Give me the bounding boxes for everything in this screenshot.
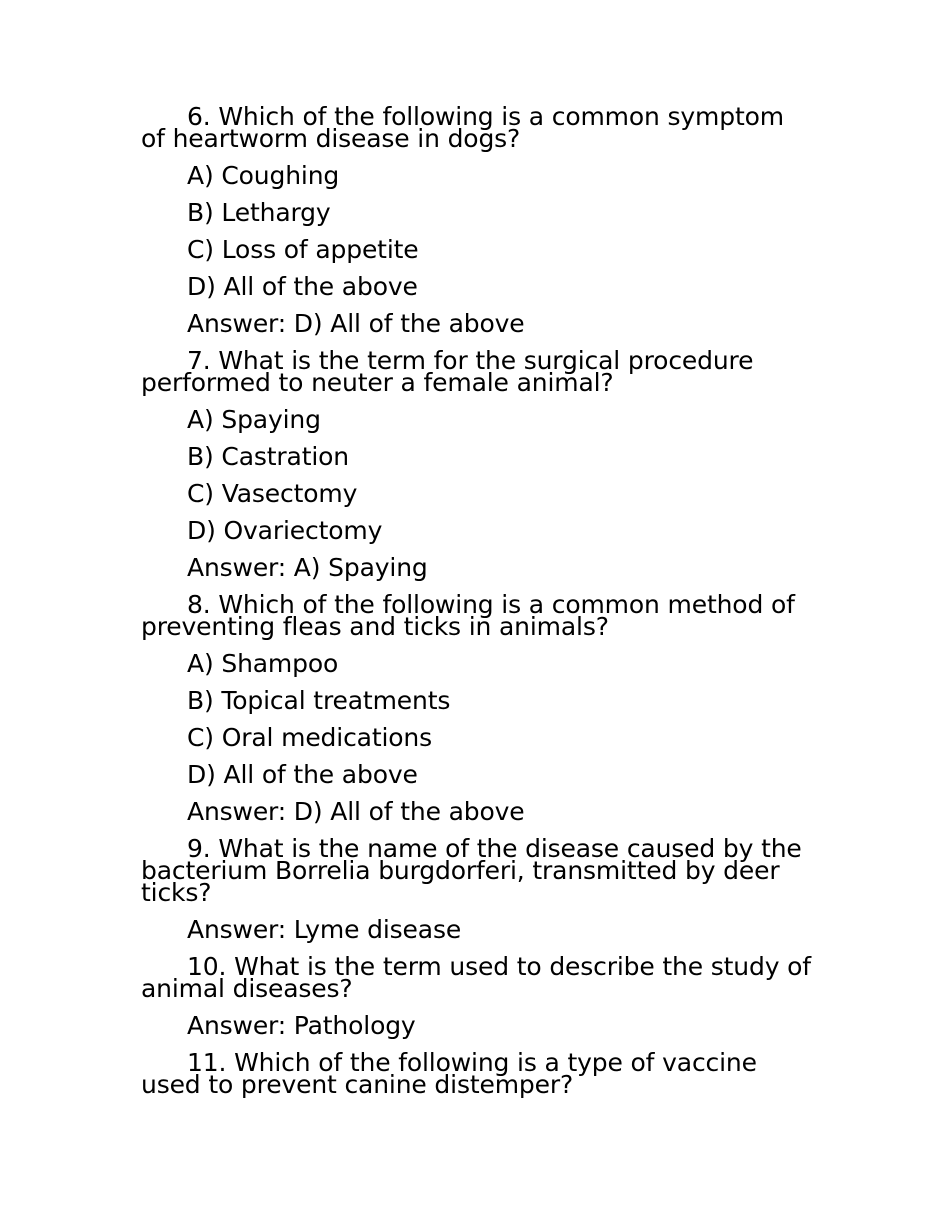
question-text: 9. What is the name of the disease caused by the bacterium Borrelia burgdorferi, transmitted by deer ticks?	[141, 834, 802, 907]
question-text: 7. What is the term for the surgical procedure performed to neuter a female animal?	[141, 346, 754, 397]
option: C) Oral medications	[187, 723, 433, 752]
question-text: 10. What is the term used to describe the study of animal diseases?	[141, 952, 811, 1003]
option: A) Coughing	[187, 161, 340, 190]
question-text: 6. Which of the following is a common symptom of heartworm disease in dogs?	[141, 102, 784, 153]
document-page	[141, 102, 811, 1111]
option: D) All of the above	[187, 760, 418, 789]
answer: Answer: Pathology	[187, 1011, 416, 1040]
answer: Answer: A) Spaying	[187, 553, 428, 582]
question-text: 11. Which of the following is a type of vaccine used to prevent canine distemper?	[141, 1048, 757, 1099]
option: B) Lethargy	[187, 198, 331, 227]
option: D) Ovariectomy	[187, 516, 383, 545]
option: B) Castration	[187, 442, 349, 471]
answer: Answer: Lyme disease	[187, 915, 462, 944]
answer: Answer: D) All of the above	[187, 797, 525, 826]
answer: Answer: D) All of the above	[187, 309, 525, 338]
option: A) Shampoo	[187, 649, 339, 678]
question-text: 8. Which of the following is a common method of preventing fleas and ticks in animals?	[141, 590, 795, 641]
option: C) Loss of appetite	[187, 235, 419, 264]
option: B) Topical treatments	[187, 686, 451, 715]
option: C) Vasectomy	[187, 479, 358, 508]
option: D) All of the above	[187, 272, 418, 301]
option: A) Spaying	[187, 405, 321, 434]
